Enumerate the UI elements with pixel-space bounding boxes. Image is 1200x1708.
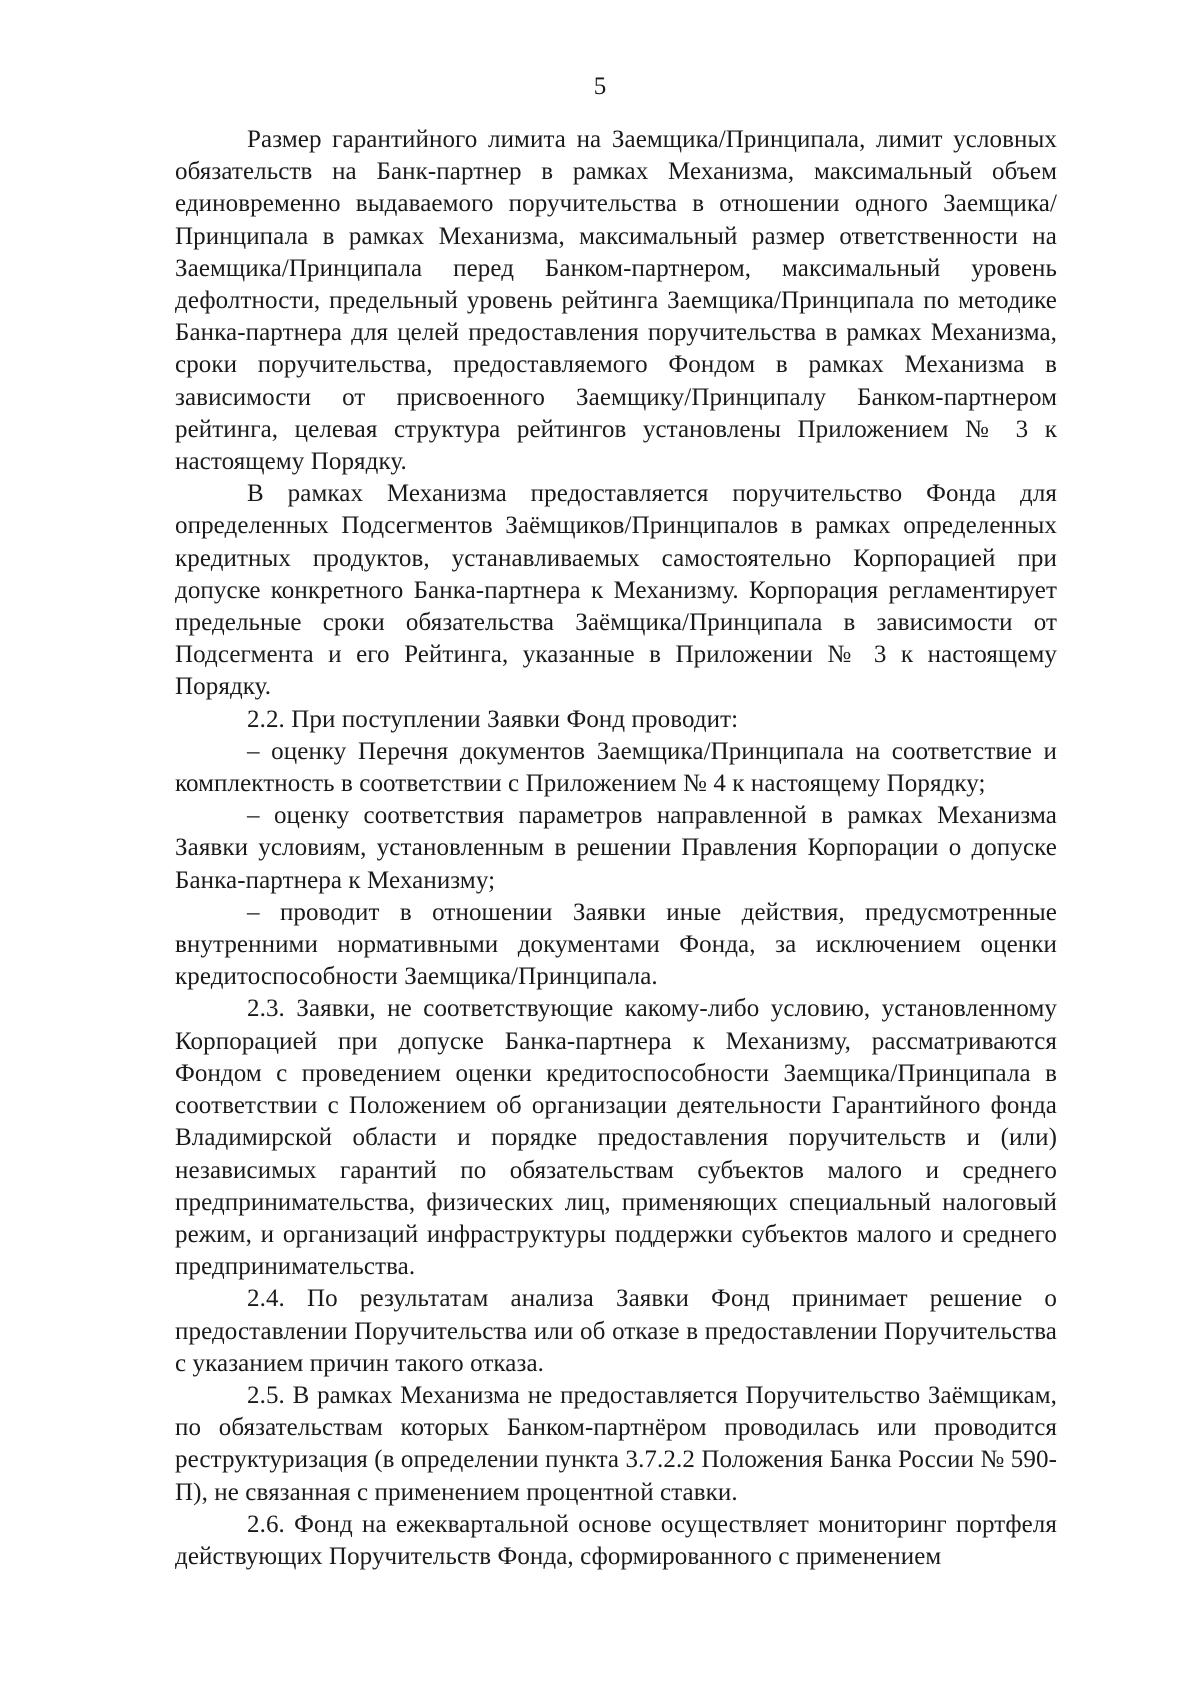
paragraph-2-6: 2.6. Фонд на ежеквартальной основе осуществляет мониторинг портфеля действующих Поручительств Фонда, сформированного с применением — [175, 1510, 1057, 1570]
list-item-parameter-check: – оценку соответствия параметров направленной в рамках Механизма Заявки условиям, установленным в решении Правления Корпорации о допуске Банка-партнера к Механизму; — [175, 802, 1057, 894]
paragraph-guarantee-limit: Размер гарантийного лимита на Заемщика/Принципала, лимит условных обязательств на Банк-партнер в рамках Механизма, максимальный объем единовременно выдаваемого поручительства в отношении одного Заемщика/Принципала в рамках Механизма, максимальный размер ответственности на Заемщика/Принципала перед Банком-партнером, максимальный уровень дефолтности, предельный уровень рейтинга Заемщика/Принципала по методике Банка-партнера для целей предоставления поручительства в рамках Механизма, сроки поручительства, предоставляемого Фондом в рамках Механизма в зависимости от присвоенного Заемщику/Принципалу Банком-партнером рейтинга, целевая структура рейтингов установлены Приложением № 3 к настоящему Порядку. — [175, 126, 1057, 476]
paragraph-2-4: 2.4. По результатам анализа Заявки Фонд принимает решение о предоставлении Поручительства или об отказе в предоставлении Поручительства с указанием причин такого отказа. — [175, 1285, 1057, 1377]
document-body — [175, 124, 1057, 1573]
page-number: 5 — [593, 73, 607, 100]
list-item-document-check: – оценку Перечня документов Заемщика/Принципала на соответствие и комплектность в соответствии с Приложением № 4 к настоящему Порядку; — [175, 737, 1057, 798]
paragraph-2-5: 2.5. В рамках Механизма не предоставляется Поручительство Заёмщикам, по обязательствам которых Банком-партнёром проводилась или проводится реструктуризация (в определении пункта 3.7.2.2 Положения Банка России № 590-П), не связанная с применением процентной ставки. — [175, 1381, 1057, 1506]
paragraph-mechanism-surety: В рамках Механизма предоставляется поручительство Фонда для определенных Подсегментов Заёмщиков/Принципалов в рамках определенных кредитных продуктов, устанавливаемых самостоятельно Корпорацией при допуске конкретного Банка-партнера к Механизму. Корпорация регламентирует предельные сроки обязательства Заёмщика/Принципала в зависимости от Подсегмента и его Рейтинга, указанные в Приложении № 3 к настоящему Порядку. — [175, 480, 1057, 701]
paragraph-2-2: 2.2. При поступлении Заявки Фонд проводит: — [247, 705, 739, 733]
list-item-other-actions: – проводит в отношении Заявки иные действия, предусмотренные внутренними нормативными документами Фонда, за исключением оценки кредитоспособности Заемщика/Принципала. — [175, 898, 1057, 991]
paragraph-2-3: 2.3. Заявки, не соответствующие какому-либо условию, установленному Корпорацией при допуске Банка-партнера к Механизму, рассматриваются Фондом с проведением оценки кредитоспособности Заемщика/Принципала в соответствии с Положением об организации деятельности Гарантийного фонда Владимирской области и порядке предоставления поручительств и (или) независимых гарантий по обязательствам субъектов малого и среднего предпринимательства, физических лиц, применяющих специальный налоговый режим, и организаций инфраструктуры поддержки субъектов малого и среднего предпринимательства. — [175, 995, 1057, 1281]
